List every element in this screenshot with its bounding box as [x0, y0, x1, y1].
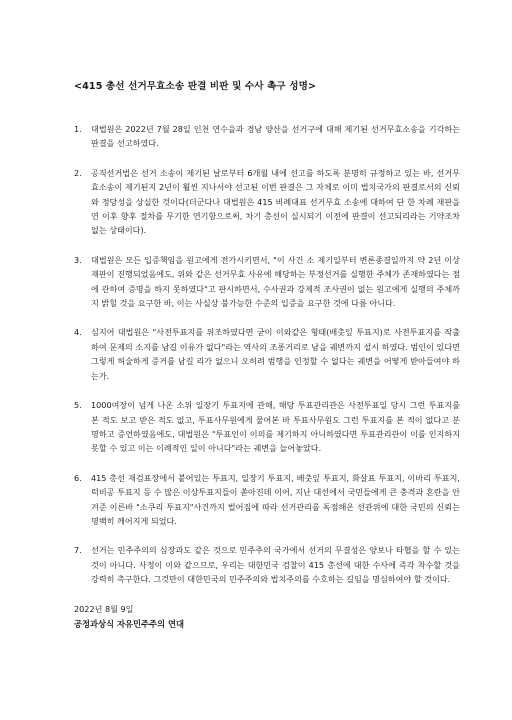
- paragraph-text: 1000여장이 넘게 나온 소위 일장기 투표지에 관해, 해당 투표관리관은 사전투표일 당시 그런 투표지를 본 적도 보고 받은 적도 없고, 투표사무원에게 물어본 바 투표사무원도 그런 투표지를 본 적이 없다고 분명하고 증언하였음에도, 대법원은 "투표인이 이의를 제기하지 아니하였다면 투표관리관이 이를 인지하지 못할 수 있고 이는 이례적인 일이 아니다"라는 궤변을 늘어놓았다.: [91, 400, 460, 454]
- paragraph-6: [74, 471, 460, 529]
- document-title: <415 총선 선거무효소송 판결 비판 및 수사 촉구 성명>: [74, 81, 317, 92]
- paragraph-number: 7.: [74, 545, 82, 556]
- paragraph-number: 2.: [74, 167, 82, 178]
- paragraph-7: [74, 543, 460, 586]
- paragraph-text: 선거는 민주주의의 심장과도 같은 것으로 민주주의 국가에서 선거의 무결성은 양보나 타협을 할 수 있는 것이 아니다. 사정이 이와 같으므로, 우리는 대한민국 검찰이 415 총선에 대한 수사에 즉각 착수할 것을 강력히 촉구한다. 그것만이 대한민국의 민주주의와 법치주의를 수호하는 길임을 명심하여야 할 것이다.: [91, 545, 460, 585]
- paragraph-text: 공직선거법은 선거 소송이 제기된 날로부터 6개월 내에 선고를 하도록 분명히 규정하고 있는 바, 선거무효소송이 제기된지 2년이 훨씬 지나서야 선고된 이번 판결은 그 자체로 이미 법치국가의 판결로서의 신뢰와 정당성을 상실한 것이다(더군다나 대법원은 415 비례대표 선거무효 소송에 대하여 단 한 차례 재판을 연 이후 향후 절차를 무기한 연기함으로써, 차기 총선이 실시되기 이전에 판결이 선고되리라는 기약조차 없는 상태이다).: [91, 167, 460, 236]
- statement-date: 2022년 8월 9일: [74, 603, 134, 614]
- paragraph-text: 415 총선 재검표장에서 붙어있는 투표지, 일장기 투표지, 배춧잎 투표지, 화살표 투표지, 이바리 투표지, 럭비공 투표지 등 수 많은 이상투표지들이 쏟아진데 이어, 지난 대선에서 국민들에게 큰 충격과 혼란을 안겨준 이른바 "소쿠리 투표지"사건까지 벌어짐에 따라 선거관리를 독점해온 선관위에 대한 국민의 신뢰는 명백히 깨어지게 되었다.: [91, 472, 460, 526]
- paragraph-1: [74, 122, 460, 151]
- paragraph-text: 심지어 대법원은 "사전투표지를 위조하였다면 굳이 이와같은 형태(배춧잎 투표지)로 사전투표지를 작출하여 문제의 소지를 남길 이유가 없다"라는 역사의 조롱거리로 남을 궤변까지 설시 하였다. 범인이 있다면 그렇게 허술하게 증거를 남길 리가 없으니 오히려 범행을 인정할 수 없다는 궤변을 어떻게 받아들여야 하는가.: [91, 327, 460, 381]
- paragraph-number: 5.: [74, 400, 82, 411]
- paragraph-5: [74, 398, 460, 456]
- paragraph-3: [74, 253, 460, 311]
- organization-name: 공정과상식 자유민주주의 연대: [74, 618, 184, 629]
- paragraph-number: 4.: [74, 327, 82, 338]
- paragraph-number: 1.: [74, 124, 82, 134]
- paragraph-text: 대법원은 모든 입증책임을 원고에게 전가시키면서, "이 사건 소 제기일부터 변론종결일까지 약 2년 이상 재판이 진행되었음에도, 위와 같은 선거무효 사유에 해당하는 부정선거를 실행한 주체가 존재하였다는 점에 관하여 증명을 하지 못하였다"고 판시하면서, 수사권과 강제적 조사권이 없는 원고에게 실행의 주체까지 밝힐 것을 요구한 바, 이는 사실상 불가능한 수준의 입증을 요구한 것에 다름 아니다.: [91, 254, 460, 309]
- paragraph-number: 6.: [74, 472, 82, 483]
- paragraph-4: [74, 325, 460, 383]
- paragraph-number: 3.: [74, 254, 82, 265]
- paragraph-2: [74, 166, 460, 238]
- paragraph-text: 대법원은 2022년 7월 28일 인천 연수을과 경남 양산을 선거구에 대해 제기된 선거무효소송을 기각하는 판결을 선고하였다.: [91, 124, 460, 149]
